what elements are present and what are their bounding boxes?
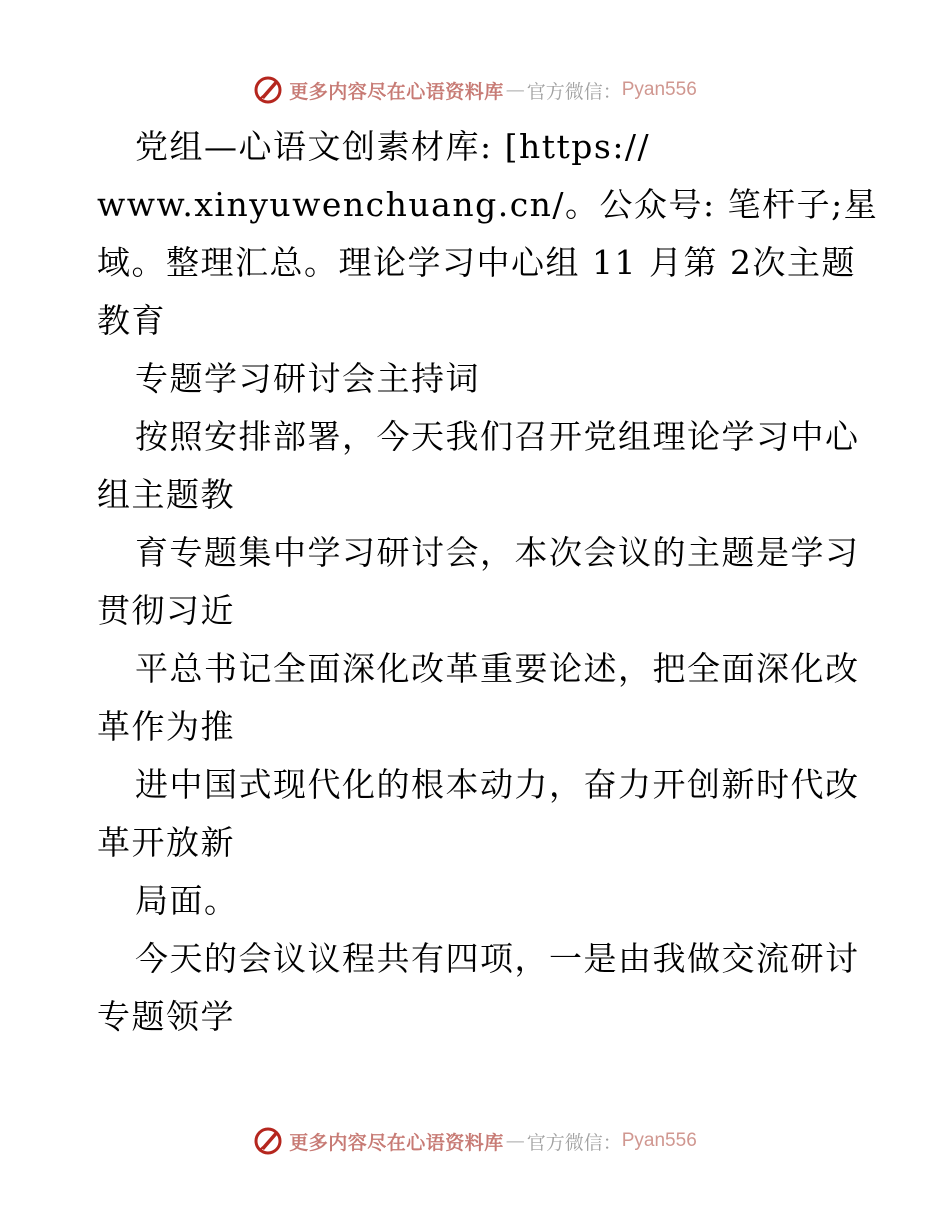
footer-banner — [0, 1121, 950, 1161]
banner-dash: — — [505, 1130, 525, 1152]
text-line: 今天的会议议程共有四项，一是由我做交流研讨 — [135, 939, 860, 978]
text-line: 教育 — [97, 301, 166, 340]
quill-pen-logo-icon — [253, 75, 283, 105]
text-line: 贯彻习近 — [97, 591, 235, 630]
text-line: 域。整理汇总。理论学习中心组 11 月第 2次主题 — [97, 243, 856, 282]
text-line: 党组—心语文创素材库: [https:// — [135, 127, 651, 166]
banner-wechat-id: Pyan556 — [621, 1130, 697, 1151]
header-banner — [0, 70, 950, 110]
text-line: www.xinyuwenchuang.cn/。公众号: 笔杆子;星 — [97, 185, 879, 224]
text-line: 育专题集中学习研讨会，本次会议的主题是学习 — [135, 533, 860, 572]
banner-wechat-id: Pyan556 — [621, 79, 697, 100]
banner-brand-text: 更多内容尽在心语资料库 — [289, 80, 504, 103]
banner-wechat-label: 官方微信： — [526, 80, 622, 103]
text-line: 局面。 — [135, 881, 239, 920]
text-line: 革开放新 — [97, 823, 235, 862]
banner-brand-text: 更多内容尽在心语资料库 — [289, 1131, 504, 1154]
text-line: 专题学习研讨会主持词 — [135, 359, 480, 398]
text-line: 进中国式现代化的根本动力，奋力开创新时代改 — [135, 765, 860, 804]
text-line: 平总书记全面深化改革重要论述，把全面深化改 — [135, 649, 860, 688]
banner-wechat-label: 官方微信： — [526, 1131, 622, 1154]
document-body — [97, 124, 879, 1052]
banner-dash: — — [505, 79, 525, 101]
text-line: 组主题教 — [97, 475, 235, 514]
quill-pen-logo-icon — [253, 1126, 283, 1156]
text-line: 专题领学 — [97, 997, 235, 1036]
text-line: 革作为推 — [97, 707, 235, 746]
text-line: 按照安排部署，今天我们召开党组理论学习中心 — [135, 417, 860, 456]
